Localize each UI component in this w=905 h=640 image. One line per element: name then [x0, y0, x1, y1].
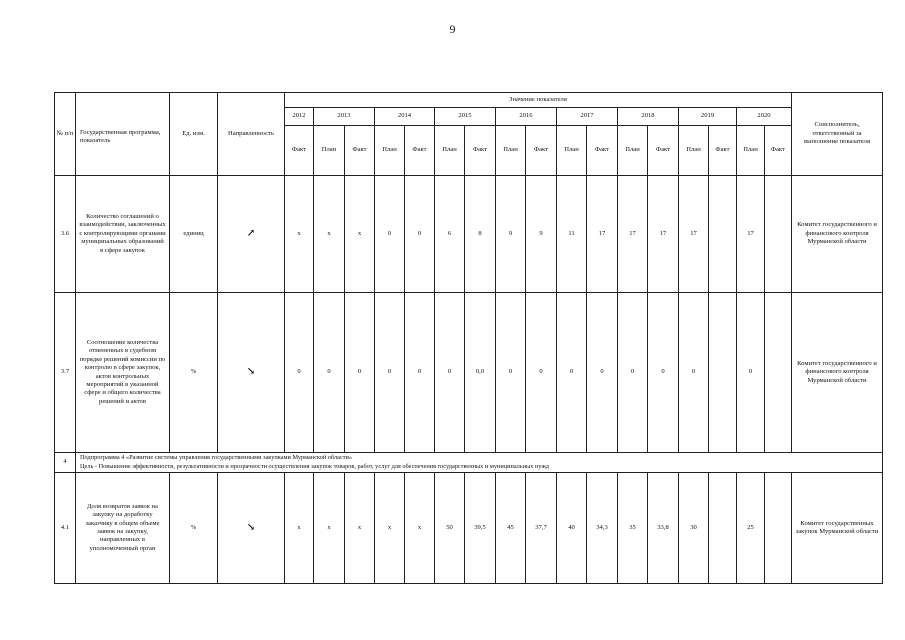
value-cell: 9: [526, 176, 557, 293]
value-cell: 50: [435, 473, 465, 584]
value-cell: 17: [679, 176, 709, 293]
value-cell: 39,5: [465, 473, 496, 584]
value-cell: 0: [737, 293, 765, 453]
value-cell: [709, 473, 737, 584]
value-cell: [709, 176, 737, 293]
value-cell: 0: [285, 293, 314, 453]
indicator-name: Доля возвратов заявок на закупку на доработку заказчику в общем объеме заявок на закупку, направленных в уполномоченный орган: [76, 473, 170, 584]
header-subcol: План: [557, 126, 587, 176]
subprogram-cell: [76, 453, 883, 473]
subprogram-row: [55, 453, 883, 473]
header-year: 2018: [618, 108, 679, 126]
row-num: 3.7: [55, 293, 76, 453]
indicators-table: [54, 92, 883, 584]
value-cell: 17: [737, 176, 765, 293]
table-row: [55, 176, 883, 293]
header-subcol: План: [618, 126, 648, 176]
row-num: 3.6: [55, 176, 76, 293]
table-row: [55, 473, 883, 584]
executor-cell: Комитет государственных закупок Мурманской области: [792, 473, 883, 584]
header-year: 2014: [375, 108, 435, 126]
header-subcol: План: [375, 126, 405, 176]
header-subcol: Факт: [285, 126, 314, 176]
direction-cell: [218, 293, 285, 453]
value-cell: 0: [679, 293, 709, 453]
value-cell: [765, 293, 792, 453]
header-subcol: План: [737, 126, 765, 176]
executor-cell: Комитет государственного и финансового контроля Мурманской области: [792, 293, 883, 453]
value-cell: 30: [679, 473, 709, 584]
subprogram-num: 4: [55, 453, 76, 473]
value-cell: 0: [618, 293, 648, 453]
value-cell: 0: [557, 293, 587, 453]
subprogram-goal: Цель - Повышение эффективности, результативности и прозрачности осуществления закупок товаров, работ, услуг для обеспечения государственных и муниципальных нужд: [80, 462, 549, 470]
value-cell: 0: [587, 293, 618, 453]
value-cell: х: [345, 473, 375, 584]
header-unit: Ед. изм.: [170, 93, 218, 176]
header-year: 2012: [285, 108, 314, 126]
header-subcol: Факт: [405, 126, 435, 176]
header-subcol: План: [496, 126, 526, 176]
executor-cell: Комитет государственного и финансового контроля Мурманской области: [792, 176, 883, 293]
value-cell: х: [405, 473, 435, 584]
indicator-name: Количество соглашений о взаимодействии, заключенных с контролирующими органами муниципальных образований в сфере закупок: [76, 176, 170, 293]
value-cell: [765, 473, 792, 584]
value-cell: [709, 293, 737, 453]
header-executor: Соисполнитель, ответственный за выполнение показателя: [792, 93, 883, 176]
unit-cell: %: [170, 293, 218, 453]
header-subcol: Факт: [587, 126, 618, 176]
value-cell: 0: [375, 293, 405, 453]
unit-cell: %: [170, 473, 218, 584]
indicator-name: Соотношение количества отмененных в судебном порядке решений комиссии по контролю в сфере закупок, актов контрольных мероприятий в указанной сфере и общего количества решений и актов: [76, 293, 170, 453]
page-number: 9: [449, 22, 456, 36]
value-cell: 0: [345, 293, 375, 453]
value-cell: 33,8: [648, 473, 679, 584]
header-direction: Направленность: [218, 93, 285, 176]
header-year: 2020: [737, 108, 792, 126]
direction-cell: [218, 473, 285, 584]
value-cell: 0: [405, 176, 435, 293]
value-cell: 0: [375, 176, 405, 293]
value-cell: 17: [587, 176, 618, 293]
value-cell: 37,7: [526, 473, 557, 584]
value-cell: 0: [496, 293, 526, 453]
value-cell: 0: [526, 293, 557, 453]
value-cell: 17: [618, 176, 648, 293]
header-subcol: Факт: [526, 126, 557, 176]
header-program-label: Государственная программа, показатель: [80, 128, 161, 144]
value-cell: [765, 176, 792, 293]
value-cell: 8: [465, 176, 496, 293]
header-year: 2019: [679, 108, 737, 126]
header-year: 2017: [557, 108, 618, 126]
header-num-label: № п/п: [56, 129, 74, 137]
value-cell: 11: [557, 176, 587, 293]
value-cell: 0: [405, 293, 435, 453]
value-cell: х: [375, 473, 405, 584]
header-subcol: Факт: [648, 126, 679, 176]
value-cell: х: [314, 176, 345, 293]
header-year: 2013: [314, 108, 375, 126]
value-cell: х: [345, 176, 375, 293]
table-row: [55, 293, 883, 453]
value-cell: 40: [557, 473, 587, 584]
header-year: 2015: [435, 108, 496, 126]
header-subcol: План: [314, 126, 345, 176]
value-cell: х: [285, 473, 314, 584]
header-subcol: Факт: [709, 126, 737, 176]
header-program: [76, 93, 170, 176]
value-cell: 0: [648, 293, 679, 453]
value-cell: 9: [496, 176, 526, 293]
value-cell: 0,0: [465, 293, 496, 453]
subprogram-title: Подпрограмма 4 «Развитие системы управления государственными закупками Мурманской области»: [80, 454, 353, 461]
arrow-down-right-icon: ↘: [246, 521, 256, 533]
value-cell: х: [285, 176, 314, 293]
arrow-up-right-icon: ↗: [246, 227, 256, 239]
header-subcol: План: [679, 126, 709, 176]
header-subcol: Факт: [345, 126, 375, 176]
arrow-down-right-icon: ↘: [246, 366, 256, 378]
value-cell: 34,3: [587, 473, 618, 584]
value-cell: 0: [314, 293, 345, 453]
value-cell: 25: [737, 473, 765, 584]
value-cell: 6: [435, 176, 465, 293]
value-cell: 0: [435, 293, 465, 453]
row-num: 4.1: [55, 473, 76, 584]
header-num: [55, 93, 76, 176]
value-cell: х: [314, 473, 345, 584]
value-cell: 35: [618, 473, 648, 584]
value-cell: 45: [496, 473, 526, 584]
direction-cell: [218, 176, 285, 293]
header-subcol: Факт: [465, 126, 496, 176]
header-year: 2016: [496, 108, 557, 126]
unit-cell: единиц: [170, 176, 218, 293]
value-cell: 17: [648, 176, 679, 293]
header-subcol: План: [435, 126, 465, 176]
header-values-title: Значение показателя: [285, 93, 792, 108]
header-subcol: Факт: [765, 126, 792, 176]
